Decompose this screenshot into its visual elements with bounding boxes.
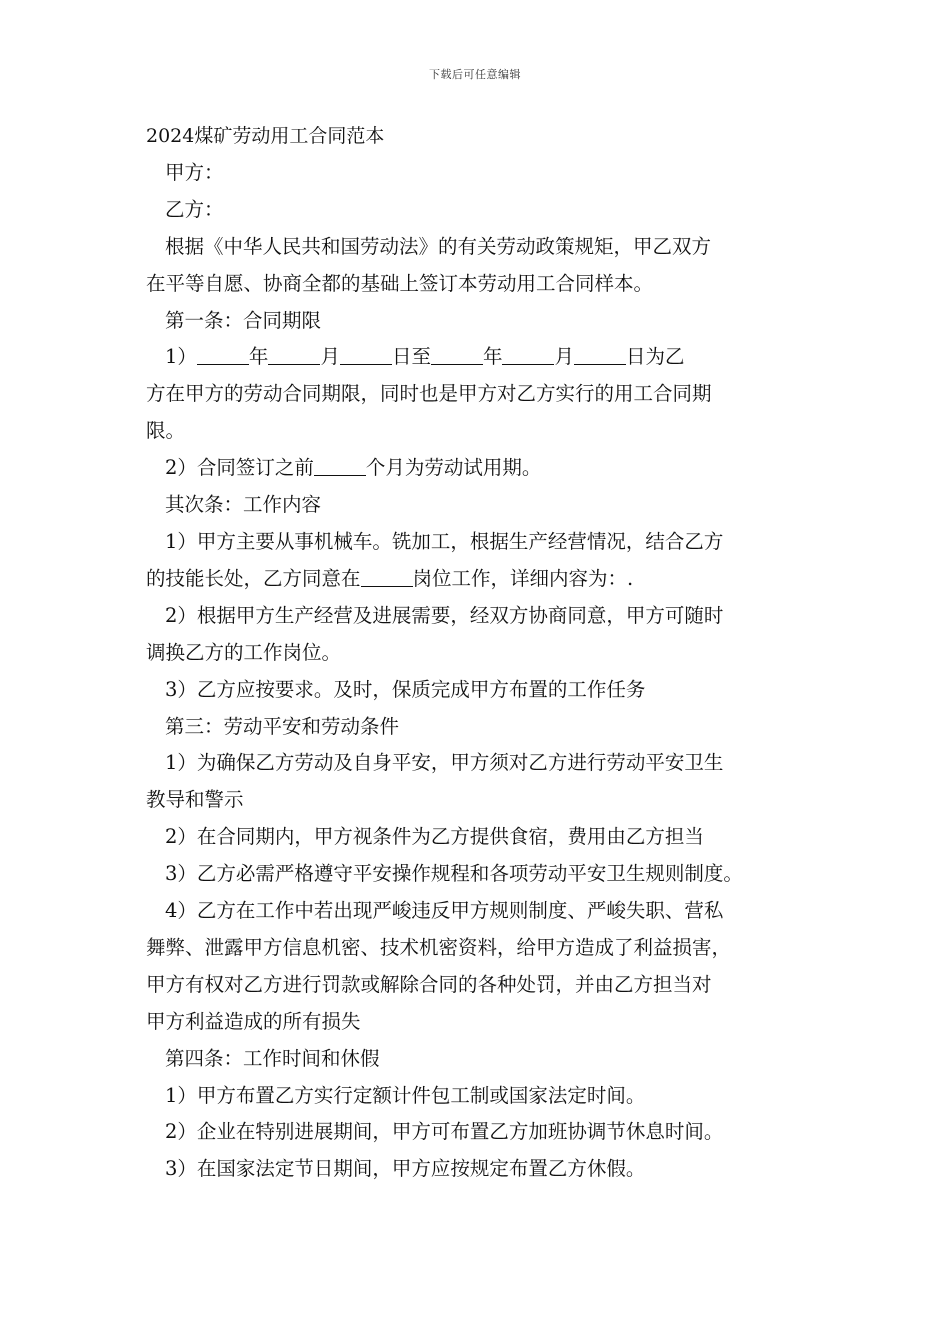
article-3-item-4-line-4: 甲方利益造成的所有损失	[146, 1009, 361, 1033]
fill-blank	[574, 344, 626, 365]
article-4-item-2: 2）企业在特别进展期间，甲方可布置乙方加班协调节休息时间。	[165, 1120, 724, 1144]
article-1-item-2	[146, 450, 814, 487]
article-1-item-1-line-3: 限。	[146, 419, 186, 443]
article-3-item-3: 3）乙方必需严格遵守平安操作规程和各项劳动平安卫生规则制度。	[165, 862, 743, 886]
article-3-item-4-line-2: 舞弊、泄露甲方信息机密、技术机密资料，给甲方造成了利益损害，	[146, 935, 732, 959]
article-2-item-3: 3）乙方应按要求。及时，保质完成甲方布置的工作任务	[165, 677, 646, 701]
article-4-item-3: 3）在国家法定节日期间，甲方应按规定布置乙方休假。	[165, 1157, 646, 1181]
article-2-item-1-line-1: 1）甲方主要从事机械车。铣加工，根据生产经营情况，结合乙方	[165, 529, 724, 553]
article-3-item-2: 2）在合同期内，甲方视条件为乙方提供食宿，费用由乙方担当	[165, 825, 704, 849]
fill-blank	[502, 344, 554, 365]
item-text: 2）合同签订之前	[165, 456, 314, 480]
article-3-item-4-line-1: 4）乙方在工作中若出现严峻违反甲方规则制度、严峻失职、营私	[165, 899, 724, 923]
item-text: 个月为劳动试用期。	[365, 456, 542, 480]
article-2-item-2-line-2: 调换乙方的工作岗位。	[146, 640, 342, 664]
fill-blank	[361, 566, 413, 587]
article-3-title: 第三：劳动平安和劳动条件	[165, 714, 400, 738]
fill-blank	[431, 344, 483, 365]
article-3-item-1-line-2: 教导和警示	[146, 788, 244, 812]
item-prefix: 1）	[165, 345, 197, 369]
fill-blank	[197, 344, 249, 365]
party-a-line: 甲方：	[165, 160, 224, 184]
article-2-item-2-line-1: 2）根据甲方生产经营及进展需要，经双方协商同意，甲方可随时	[165, 603, 724, 627]
article-1-title: 第一条：合同期限	[165, 308, 322, 332]
article-2-item-1-line-2	[146, 561, 814, 598]
preamble-line-2: 在平等自愿、协商全都的基础上签订本劳动用工合同样本。	[146, 271, 654, 295]
article-1-item-1-line-2: 方在甲方的劳动合同期限，同时也是甲方对乙方实行的用工合同期	[146, 382, 712, 406]
fill-blank	[314, 455, 366, 476]
article-3-item-1-line-1: 1）为确保乙方劳动及自身平安，甲方须对乙方进行劳动平安卫生	[165, 751, 724, 775]
date-unit: 年	[482, 345, 503, 369]
header-note: 下载后可任意编辑	[429, 68, 521, 81]
preamble-line-1: 根据《中华人民共和国劳动法》的有关劳动政策规矩，甲乙双方	[165, 234, 712, 258]
article-1-item-1-line-1	[146, 339, 814, 376]
date-unit: 月	[320, 345, 340, 369]
article-4-item-1: 1）甲方布置乙方实行定额计件包工制或国家法定时间。	[165, 1083, 646, 1107]
article-4-title: 第四条：工作时间和休假	[165, 1046, 380, 1070]
document-body	[146, 118, 814, 1188]
party-b-line: 乙方：	[165, 197, 224, 221]
article-2-title: 其次条：工作内容	[165, 493, 322, 517]
fill-blank	[268, 344, 320, 365]
date-unit: 日至	[391, 345, 431, 369]
date-unit: 月	[554, 345, 574, 369]
date-unit: 年	[248, 345, 269, 369]
fill-blank	[340, 344, 392, 365]
article-3-item-4-line-3: 甲方有权对乙方进行罚款或解除合同的各种处罚，并由乙方担当对	[146, 972, 712, 996]
item-text: 岗位工作，详细内容为：.	[412, 566, 634, 590]
date-unit: 日为乙	[626, 345, 685, 369]
item-text: 的技能长处，乙方同意在	[146, 566, 361, 590]
document-title: 2024煤矿劳动用工合同范本	[146, 125, 385, 147]
